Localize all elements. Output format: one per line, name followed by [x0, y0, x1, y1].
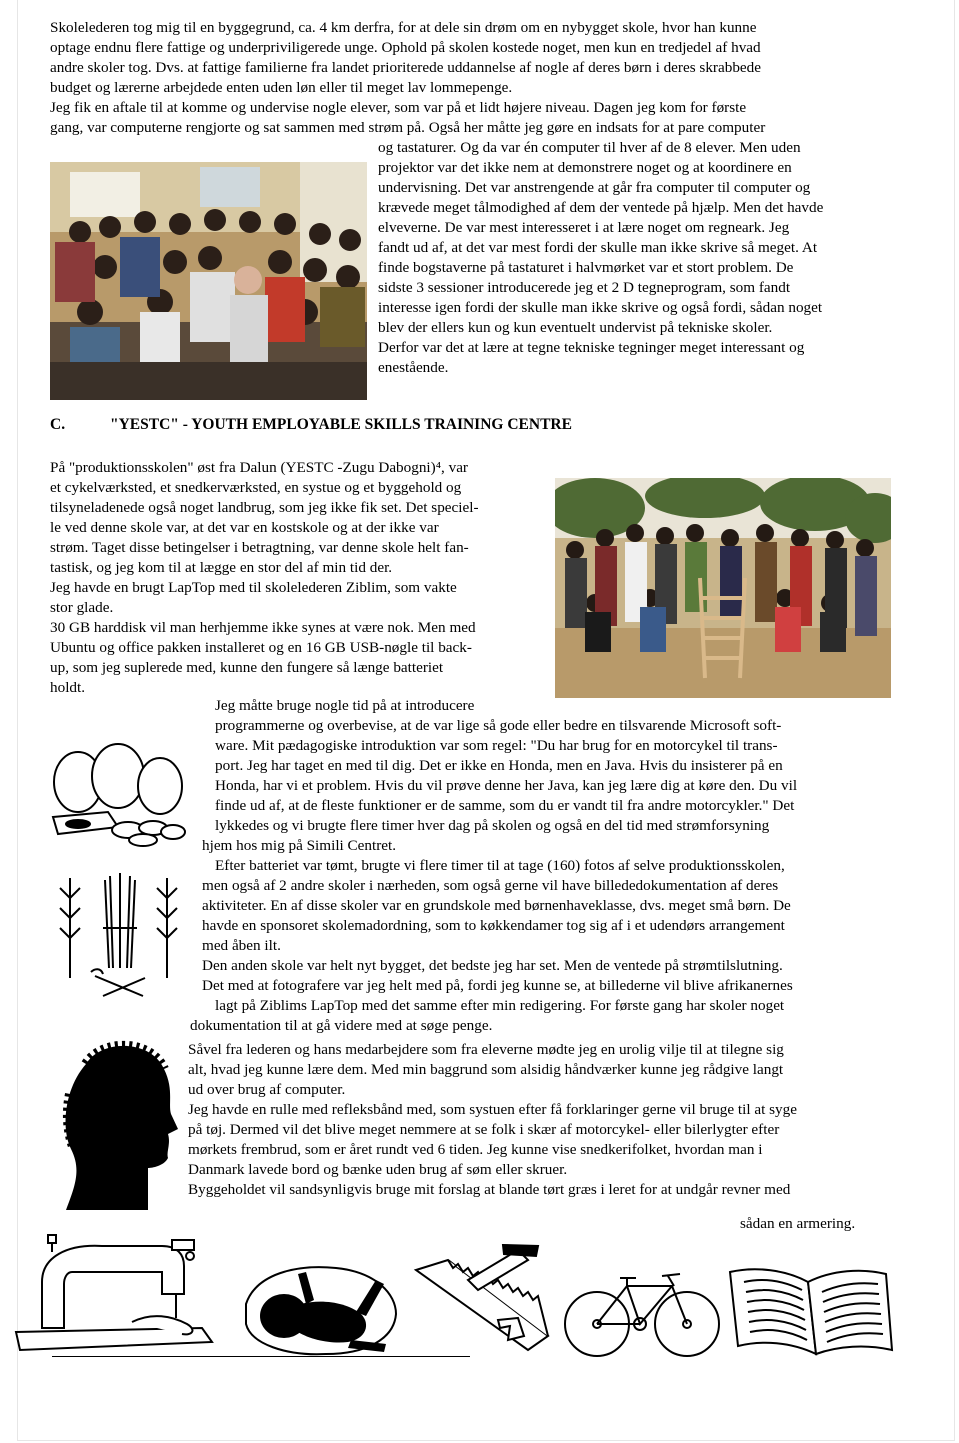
- text-line: Jeg havde en rulle med refleksbånd med, som systuen efter få forklaringer gerne vil bruge til at syge: [188, 1101, 797, 1118]
- text-line: fandt ud af, at det var mest fordi der skulle man ikke skrive så meget. At: [378, 239, 818, 256]
- text-line: Det med at fotografere var jeg helt med på, fordi jeg kunne se, at billederne vil blive afrikanernes: [202, 977, 793, 994]
- text-line: finde ud af, at de fleste funktioner er de samme, som du er vandt til fra andre motorcykler." Det: [215, 797, 795, 814]
- section-letter: C.: [50, 416, 66, 433]
- text-line: Byggeholdet vil sandsynligvis bruge mit forslag at blande tørt græs i leret for at undgår revner med: [188, 1181, 791, 1198]
- text-line: mørkets frembrud, som er året rundt ved 6 tiden. Jeg kunne vise snedkerifolket, hvordan man i: [188, 1141, 763, 1158]
- text-line: Honda, har vi et problem. Hvis du vil prøve denne her Java, kan jeg lære dig at køre den. Du vil: [215, 777, 798, 794]
- text-line: Danmark lavede bord og bænke uden brug af søm eller skruer.: [188, 1161, 568, 1178]
- text-line: gang, var computerne rengjorte og sat sammen med strøm på. Også her måtte jeg gøre en indsats for at pare computer: [50, 119, 766, 136]
- text-line: Efter batteriet var tømt, brugte vi flere timer til at tage (160) fotos af selve produktionsskolen,: [215, 857, 785, 874]
- text-line: På "produktionsskolen" øst fra Dalun (YESTC -Zugu Dabogni)⁴, var: [50, 459, 468, 476]
- text-line: ud over brug af computer.: [188, 1081, 346, 1098]
- footnote-separator: [52, 1356, 470, 1357]
- text-line: dokumentation til at gå videre med at søge penge.: [190, 1017, 493, 1034]
- sleeping-baby-illustration: [236, 1244, 402, 1360]
- text-line: andre skoler tog. Dvs. at fattige familierne fra landet prioriterede uddannelse af nogle af deres børn i deres skrabbede: [50, 59, 761, 76]
- text-line: med åben ilt.: [202, 937, 281, 954]
- text-line: Skolelederen tog mig til en byggegrund, ca. 4 km derfra, for at dele sin drøm om en nybygget skole, hvor han kunne: [50, 19, 757, 36]
- text-line: blev der ellers kun og kun eventuelt undervist på tekniske skoler.: [378, 319, 773, 336]
- paragraph-introduction: [190, 696, 930, 1036]
- section-heading: [50, 416, 572, 434]
- text-line: finde bogstaverne på tastaturet i halvmørket var et stort problem. De: [378, 259, 794, 276]
- harvest-tools-illustration: [55, 868, 185, 1000]
- bicycle-illustration: [562, 1264, 722, 1360]
- text-line: optage endnu flere fattige og underpriviligerede unge. Ophold på skolen kostede noget, men kun en tredjedel af hvad: [50, 39, 761, 56]
- text-line: lykkedes og vi brugte flere timer hver dag på skolen og også en del tid med strømforsyning: [215, 817, 770, 834]
- text-line: le ved denne skole var, at det var en kostskole og at der ikke var: [50, 519, 439, 536]
- text-line: tastisk, og jeg kom til at lægge en stor del af min tid der.: [50, 559, 393, 576]
- paragraph-computers: [378, 138, 918, 378]
- text-line: Såvel fra lederen og hans medarbejdere som fra eleverne mødte jeg en urolig vilje til at tilegne sig: [188, 1041, 784, 1058]
- paragraph-yestc: [50, 458, 550, 698]
- sewing-machine-illustration: [12, 1232, 218, 1356]
- text-line: krævede meget tålmodighed af dem der ventede på hjælp. Men det havde: [378, 199, 824, 216]
- text-line: stor glade.: [50, 599, 114, 616]
- text-line: up, som jeg suplerede med, kunne den fungere så længe batteriet: [50, 659, 444, 676]
- text-line: alt, hvad jeg kunne lære dem. Med min baggrund som alsidig håndværker kunne jeg rådgive langt: [188, 1061, 784, 1078]
- text-line: Ubuntu og office pakken installeret og en 16 GB USB-nøgle til back-: [50, 639, 472, 656]
- text-line: aktiviteter. En af disse skoler var en grundskole med børnenhaveklasse, dvs. meget små børn. De: [202, 897, 791, 914]
- text-line: Jeg fik en aftale til at komme og undervise nogle elever, som var på et lidt højere niveau. Dagen jeg kom for første: [50, 99, 747, 116]
- text-line: programmerne og overbevise, at de var lige så gode eller bedre en tilsvarende Microsoft soft-: [215, 717, 782, 734]
- text-line: Jeg havde en brugt LapTop med til skolelederen Ziblim, som vakte: [50, 579, 457, 596]
- text-line: lagt på Ziblims LapTop med det samme efter min redigering. For første gang har skoler noget: [215, 997, 785, 1014]
- text-line: holdt.: [50, 679, 86, 696]
- classroom-group-photo: [50, 162, 367, 400]
- text-line: et cykelværksted, et snedkerværksted, en systue og et byggehold og: [50, 479, 462, 496]
- paragraph-reflection: [188, 1040, 928, 1200]
- text-line: strøm. Taget disse betingelser i betragtning, var denne skole helt fan-: [50, 539, 469, 556]
- text-line: enestående.: [378, 359, 449, 376]
- text-line: på tøj. Dermed vil det blive meget nemmere at se folk i skær af motorcykel- eller bilerlygter efter: [188, 1121, 780, 1138]
- text-line: ware. Mit pædagogiske introduktion var som regel: "Du har brug for en motorcykel til trans-: [215, 737, 778, 754]
- text-line: og tastaturer. Og da var én computer til hver af de 8 elever. Men uden: [378, 139, 801, 156]
- workshop-group-photo: [555, 478, 891, 698]
- paragraph-intro: [50, 18, 930, 138]
- text-line: Jeg måtte bruge nogle tid på at introducere: [215, 697, 475, 714]
- open-book-illustration: [726, 1264, 894, 1358]
- text-line: sidste 3 sessioner introducerede jeg et 2 D tegneprogram, som fandt: [378, 279, 791, 296]
- head-silhouette-illustration: [56, 1034, 181, 1212]
- text-line: Den anden skole var helt nyt bygget, det bedste jeg har set. Men de ventede på strømtilslutning.: [202, 957, 783, 974]
- text-line: tilsyneladenede også noget landbrug, som jeg ikke fik set. Det speciel-: [50, 499, 479, 516]
- section-title: "YESTC" - YOUTH EMPLOYABLE SKILLS TRAINING CENTRE: [110, 416, 572, 433]
- text-line: budget og lærerne arbejdede enten uden løn eller til meget lav lommepenge.: [50, 79, 513, 96]
- text-line: undervisning. Det var anstrengende at går fra computer til computer og: [378, 179, 811, 196]
- text-line: men også af 2 andre skoler i nærheden, som også gerne vil have billededokumentation af deres: [202, 877, 779, 894]
- text-line: interesse igen fordi der skulle man ikke skrive og også fordi, sådan noget: [378, 299, 823, 316]
- text-line: Derfor var det at lære at tegne tekniske tegninger meget interessant og: [378, 339, 805, 356]
- text-line: port. Jeg har taget en med til dig. Det er ikke en Honda, men en Java. Hvis du insisterer på en: [215, 757, 783, 774]
- text-line: 30 GB harddisk vil man herhjemme ikke synes at være nok. Men med: [50, 619, 476, 636]
- text-line: havde en sponsoret skolemadordning, som to køkkendamer tog sig af i et udendørs arrangement: [202, 917, 785, 934]
- last-line: sådan en armering.: [740, 1215, 856, 1232]
- text-line: projektor var det ikke nem at demonstrere noget og at koordinere en: [378, 159, 792, 176]
- text-line: elveverne. De var mest interesseret i at lære noget om regneark. Jeg: [378, 219, 790, 236]
- saw-hammer-tools-illustration: [408, 1240, 558, 1358]
- pottery-illustration: [48, 742, 188, 848]
- text-line: hjem hos mig på Simili Centret.: [202, 837, 397, 854]
